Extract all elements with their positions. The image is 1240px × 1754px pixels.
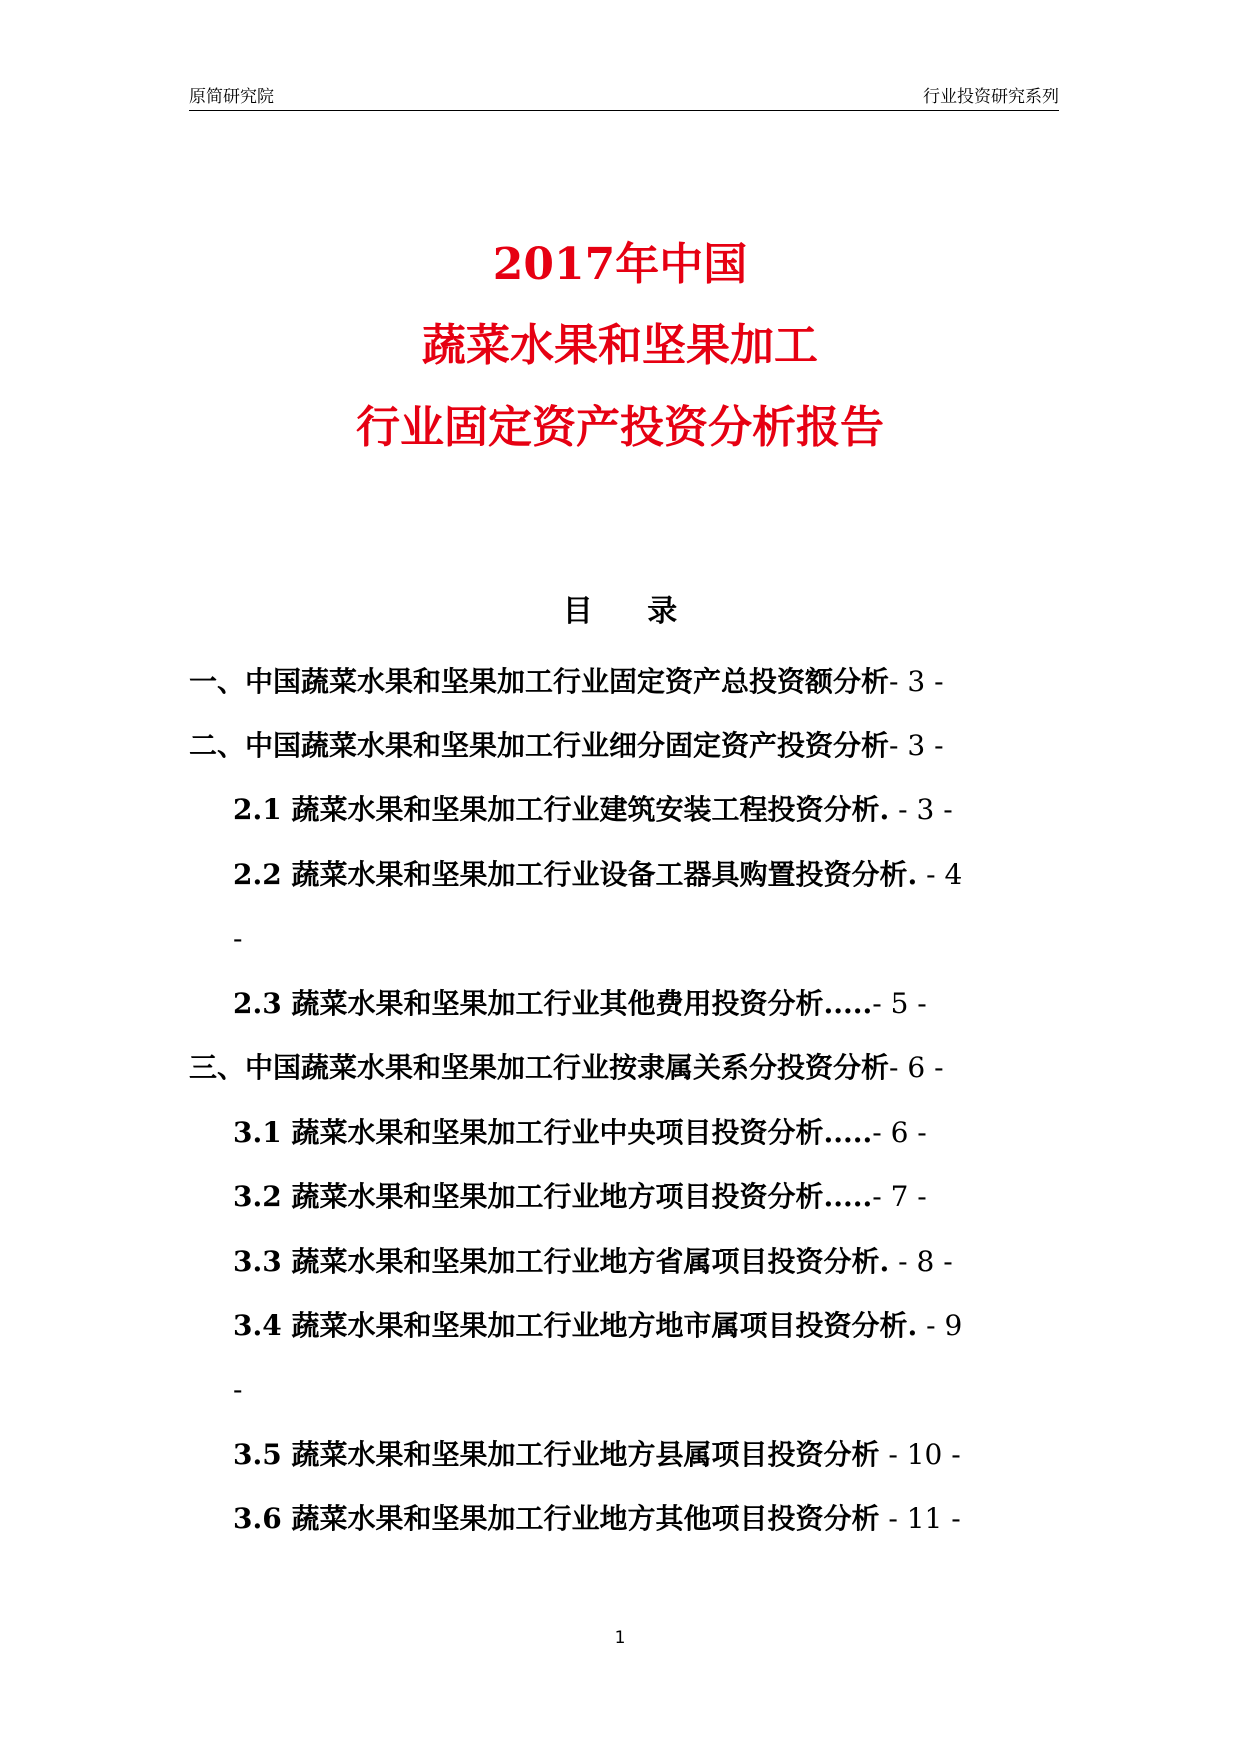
toc-entry-text: 2.1 蔬菜水果和坚果加工行业建筑安装工程投资分析.	[233, 793, 890, 826]
toc-entry[interactable]	[233, 1306, 962, 1346]
toc-entry-text: 3.3 蔬菜水果和坚果加工行业地方省属项目投资分析.	[233, 1245, 890, 1278]
report-title-line-2: 蔬菜水果和坚果加工	[422, 320, 818, 371]
toc-entry[interactable]	[233, 855, 962, 895]
toc-entry-text: 2.2 蔬菜水果和坚果加工行业设备工器具购置投资分析.	[233, 858, 918, 891]
toc-entry-page: - 6 -	[889, 1051, 944, 1084]
toc-entry-page: - 4	[917, 858, 963, 891]
toc-entry-text: 二、中国蔬菜水果和坚果加工行业细分固定资产投资分析	[189, 729, 890, 762]
toc-entry-page: - 5 -	[872, 987, 927, 1020]
toc-entry[interactable]	[189, 726, 944, 766]
toc-heading: 目 录	[562, 594, 700, 629]
report-title-line-1: 2017年中国	[492, 239, 748, 290]
toc-entry[interactable]	[233, 1177, 927, 1217]
toc-entry-page: - 6 -	[872, 1116, 927, 1149]
toc-entry-text: 一、中国蔬菜水果和坚果加工行业固定资产总投资额分析	[189, 665, 890, 698]
toc-entry-page: - 3 -	[889, 729, 944, 762]
toc-entry[interactable]	[233, 1499, 961, 1539]
toc-entry-text: 3.2 蔬菜水果和坚果加工行业地方项目投资分析.....	[233, 1180, 873, 1213]
toc-entry-text: 3.5 蔬菜水果和坚果加工行业地方县属项目投资分析	[233, 1438, 880, 1471]
toc-entry-page: - 8 -	[889, 1245, 953, 1278]
header-series: 行业投资研究系列	[923, 87, 1059, 107]
toc-entry-page: - 10 -	[879, 1438, 961, 1471]
toc-entry-text: 3.4 蔬菜水果和坚果加工行业地方地市属项目投资分析.	[233, 1309, 918, 1342]
page-number: 1	[614, 1628, 626, 1648]
toc-entry-text: 三、中国蔬菜水果和坚果加工行业按隶属关系分投资分析	[189, 1051, 890, 1084]
toc-entry-text: 3.6 蔬菜水果和坚果加工行业地方其他项目投资分析	[233, 1502, 880, 1535]
toc-entry[interactable]	[189, 1048, 944, 1088]
toc-entry[interactable]	[233, 1435, 961, 1475]
toc-entry-page: - 9	[917, 1309, 963, 1342]
toc-entry[interactable]	[189, 662, 944, 702]
toc-entry-text: 2.3 蔬菜水果和坚果加工行业其他费用投资分析.....	[233, 987, 873, 1020]
toc-entry-text: 3.1 蔬菜水果和坚果加工行业中央项目投资分析.....	[233, 1116, 873, 1149]
report-title-line-3: 行业固定资产投资分析报告	[356, 402, 884, 453]
toc-entry-page: - 3 -	[889, 793, 953, 826]
header-publisher: 原简研究院	[189, 87, 274, 107]
toc-entry-page-continuation: -	[233, 922, 243, 955]
toc-entry-page: - 11 -	[879, 1502, 961, 1535]
toc-entry[interactable]	[233, 1113, 927, 1153]
toc-entry[interactable]	[233, 984, 927, 1024]
toc-entry[interactable]	[233, 1242, 953, 1282]
toc-entry-page: - 3 -	[889, 665, 944, 698]
toc-entry-page-continuation: -	[233, 1373, 243, 1406]
toc-entry[interactable]	[233, 790, 953, 830]
toc-entry-page: - 7 -	[872, 1180, 927, 1213]
page-header	[189, 86, 1059, 111]
